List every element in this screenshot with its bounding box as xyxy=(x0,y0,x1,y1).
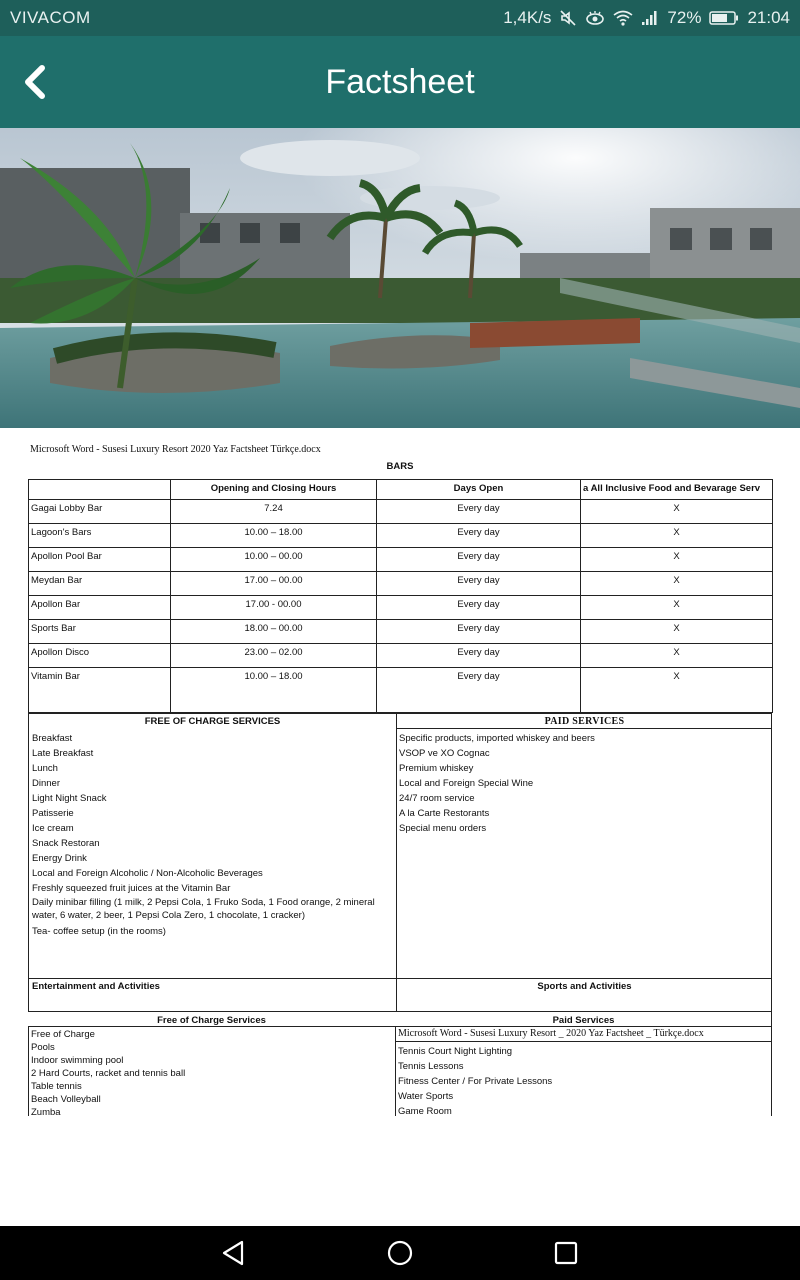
table-row xyxy=(29,668,773,713)
status-bar xyxy=(0,0,800,36)
list-item: Free of Charge xyxy=(31,1029,95,1040)
list-item: Snack Restoran xyxy=(32,838,100,849)
list-item: Table tennis xyxy=(31,1081,82,1092)
list-item: Patisserie xyxy=(32,808,74,819)
nav-home-button[interactable] xyxy=(382,1235,418,1271)
bar-all-inclusive: X xyxy=(581,668,773,713)
bar-name: Apollon Bar xyxy=(29,596,171,620)
list-item: Energy Drink xyxy=(32,853,87,864)
nav-recents-button[interactable] xyxy=(548,1235,584,1271)
paid-services-title: PAID SERVICES xyxy=(544,716,625,727)
paid-activities-list xyxy=(398,1044,552,1119)
list-item: Ice cream xyxy=(32,823,74,834)
paid-activities-title: Paid Services xyxy=(552,1015,615,1026)
square-recents-icon xyxy=(553,1240,579,1266)
bar-name: Meydan Bar xyxy=(29,572,171,596)
activities-section xyxy=(28,1011,772,1116)
document-header: Microsoft Word - Susesi Luxury Resort 2020 Yaz Factsheet Türkçe.docx xyxy=(30,444,321,455)
paid-services-list xyxy=(399,731,771,836)
sports-title: Sports and Activities xyxy=(537,981,632,992)
free-activities-title: Free of Charge Services xyxy=(157,1015,266,1026)
bar-name: Sports Bar xyxy=(29,620,171,644)
list-item: Daily minibar filling (1 milk, 2 Pepsi Cola, 1 Fruko Soda, 1 Food orange, 2 mineral water, 6 water, 2 beer, 1 Pepsi Cola Zero, 1 chocolate, 1 cracker) xyxy=(32,897,375,921)
column-header: Opening and Closing Hours xyxy=(171,480,377,500)
eye-comfort-icon xyxy=(585,10,605,26)
list-item: Fitness Center / For Private Lessons xyxy=(398,1076,553,1087)
list-item: Water Sports xyxy=(398,1091,454,1102)
bar-all-inclusive: X xyxy=(581,620,773,644)
entertainment-title: Entertainment and Activities xyxy=(32,981,160,992)
document-header-repeat: Microsoft Word - Susesi Luxury Resort _ 2020 Yaz Factsheet _ Türkçe.docx xyxy=(398,1028,704,1039)
column-header xyxy=(29,480,171,500)
wifi-icon xyxy=(613,10,633,26)
bar-hours: 10.00 – 18.00 xyxy=(171,668,377,713)
table-row xyxy=(29,572,773,596)
battery-icon xyxy=(709,10,739,26)
bar-name: Vitamin Bar xyxy=(29,668,171,713)
list-item: Tennis Court Night Lighting xyxy=(398,1046,513,1057)
divider xyxy=(396,728,772,729)
bar-hours: 17.00 – 00.00 xyxy=(171,572,377,596)
list-item: Dinner xyxy=(32,778,60,789)
services-section xyxy=(28,713,772,979)
bar-hours: 10.00 – 18.00 xyxy=(171,524,377,548)
bar-days: Every day xyxy=(377,548,581,572)
bar-days: Every day xyxy=(377,500,581,524)
bar-hours: 10.00 – 00.00 xyxy=(171,548,377,572)
bar-hours: 18.00 – 00.00 xyxy=(171,620,377,644)
column-divider xyxy=(396,714,397,978)
bar-all-inclusive: X xyxy=(581,548,773,572)
signal-icon xyxy=(641,10,659,26)
carrier-name: VIVACOM xyxy=(10,8,91,27)
bar-hours: 23.00 – 02.00 xyxy=(171,644,377,668)
list-item: Light Night Snack xyxy=(32,793,107,804)
list-item: Tennis Lessons xyxy=(398,1061,464,1072)
list-item: 2 Hard Courts, racket and tennis ball xyxy=(31,1068,186,1079)
factsheet-document xyxy=(28,444,772,1116)
bar-days: Every day xyxy=(377,572,581,596)
list-item: Freshly squeezed fruit juices at the Vitamin Bar xyxy=(32,883,231,894)
list-item: A la Carte Restorants xyxy=(399,808,490,819)
bar-name: Apollon Disco xyxy=(29,644,171,668)
list-item: Zumba xyxy=(31,1107,61,1118)
list-item: Beach Volleyball xyxy=(31,1094,101,1105)
resort-pool-photo xyxy=(0,128,800,428)
bar-days: Every day xyxy=(377,524,581,548)
list-item: Specific products, imported whiskey and beers xyxy=(399,733,595,744)
column-header: Days Open xyxy=(377,480,581,500)
table-row xyxy=(29,620,773,644)
entertainment-row xyxy=(28,978,772,1012)
hero-image xyxy=(0,128,800,428)
table-row xyxy=(29,548,773,572)
nav-back-button[interactable] xyxy=(216,1235,252,1271)
circle-home-icon xyxy=(386,1239,414,1267)
triangle-back-icon xyxy=(221,1240,247,1266)
bar-name: Lagoon's Bars xyxy=(29,524,171,548)
column-divider xyxy=(395,1026,396,1116)
bar-days: Every day xyxy=(377,620,581,644)
status-icons xyxy=(503,8,790,28)
bars-title: BARS xyxy=(386,461,414,472)
app-bar xyxy=(0,36,800,128)
column-divider xyxy=(28,1026,29,1116)
bar-name: Gagai Lobby Bar xyxy=(29,500,171,524)
bar-days: Every day xyxy=(377,596,581,620)
column-divider xyxy=(771,1011,772,1116)
free-activities-list xyxy=(31,1028,185,1119)
free-services-list xyxy=(32,731,394,939)
bar-hours: 7.24 xyxy=(171,500,377,524)
table-row xyxy=(29,500,773,524)
list-item: Special menu orders xyxy=(399,823,487,834)
list-item: Premium whiskey xyxy=(399,763,474,774)
list-item: Late Breakfast xyxy=(32,748,94,759)
list-item: Local and Foreign Special Wine xyxy=(399,778,534,789)
bar-all-inclusive: X xyxy=(581,596,773,620)
table-row xyxy=(29,524,773,548)
free-services-title: FREE OF CHARGE SERVICES xyxy=(144,716,281,727)
divider xyxy=(395,1041,772,1042)
bar-days: Every day xyxy=(377,668,581,713)
list-item: Local and Foreign Alcoholic / Non-Alcoholic Beverages xyxy=(32,868,263,879)
bar-all-inclusive: X xyxy=(581,500,773,524)
clock: 21:04 xyxy=(747,8,790,27)
list-item: Tea- coffee setup (in the rooms) xyxy=(32,926,166,937)
list-item: Game Room xyxy=(398,1106,452,1117)
column-header: a All Inclusive Food and Bevarage Serv xyxy=(581,480,773,500)
bar-all-inclusive: X xyxy=(581,644,773,668)
list-item: VSOP ve XO Cognac xyxy=(399,748,490,759)
navigation-bar xyxy=(0,1226,800,1280)
bar-name: Apollon Pool Bar xyxy=(29,548,171,572)
table-row xyxy=(29,644,773,668)
network-speed: 1,4K/s xyxy=(503,8,552,27)
battery-percent: 72% xyxy=(667,8,702,27)
list-item: Lunch xyxy=(32,763,58,774)
bar-hours: 17.00 - 00.00 xyxy=(171,596,377,620)
divider xyxy=(28,1011,772,1012)
bar-all-inclusive: X xyxy=(581,572,773,596)
list-item: Indoor swimming pool xyxy=(31,1055,124,1066)
list-item: 24/7 room service xyxy=(399,793,475,804)
list-item: Pools xyxy=(31,1042,55,1053)
bar-days: Every day xyxy=(377,644,581,668)
table-row xyxy=(29,596,773,620)
divider xyxy=(28,1026,772,1027)
bar-all-inclusive: X xyxy=(581,524,773,548)
page-title: Factsheet xyxy=(325,63,475,101)
list-item: Breakfast xyxy=(32,733,73,744)
mute-icon xyxy=(559,9,577,27)
bars-table xyxy=(28,479,773,713)
